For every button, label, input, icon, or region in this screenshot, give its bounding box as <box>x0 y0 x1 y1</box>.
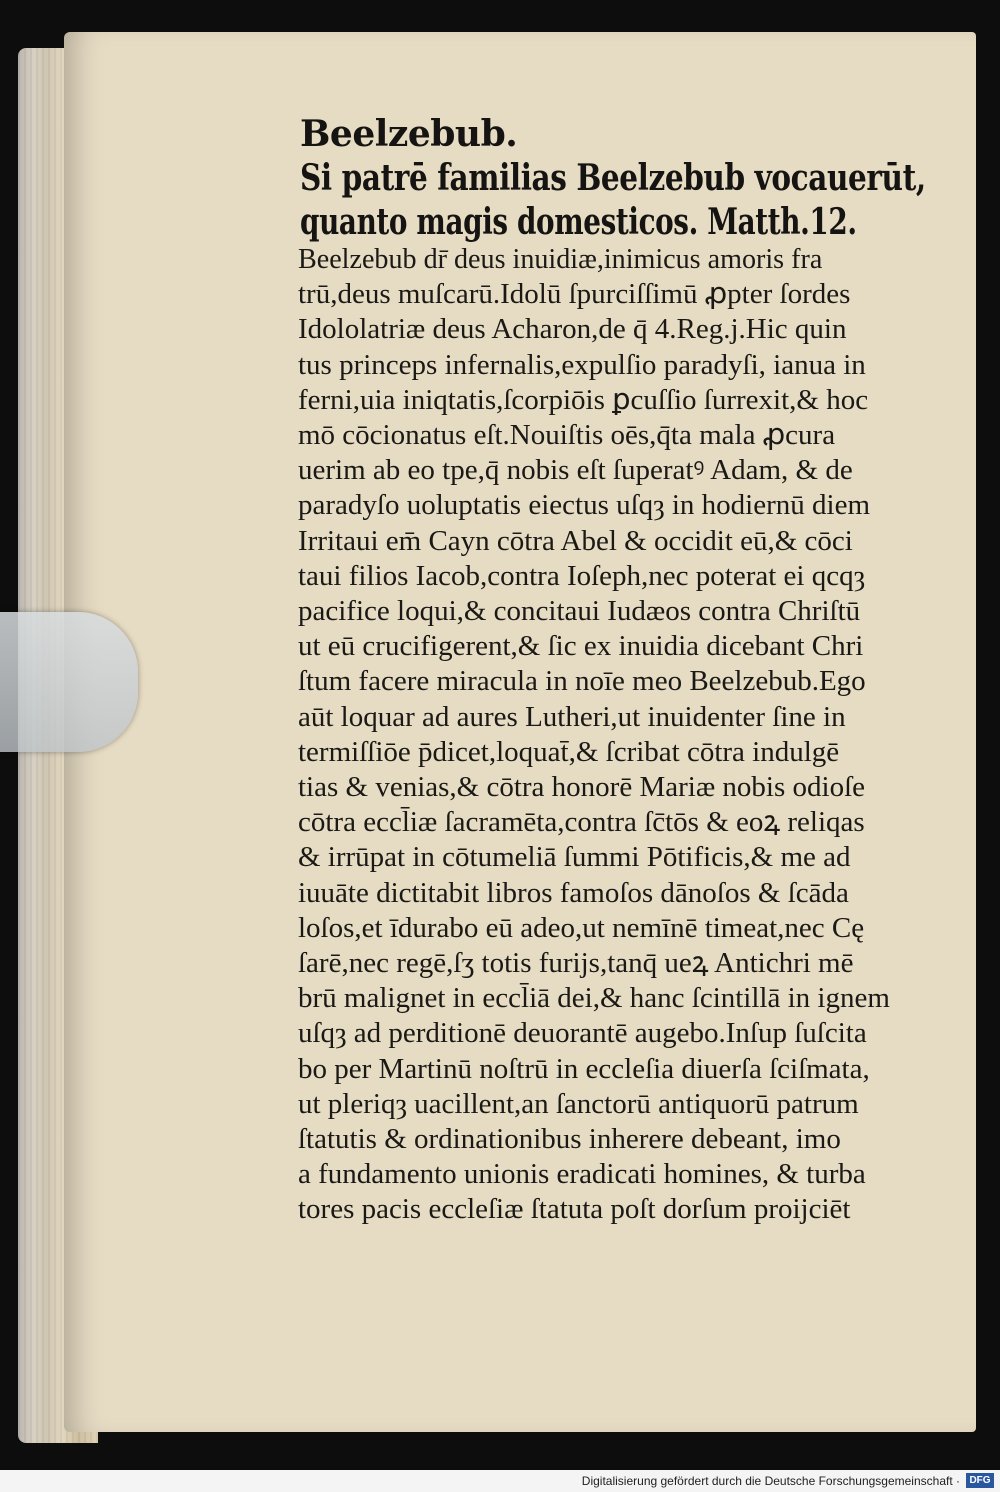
text-line: paradyſo uoluptatis eiectus uſqȝ in hodiernū diem <box>298 489 870 522</box>
text-line: ſarē,nec regē,ſʒ totis furijs,tanq̄ ueꝝ Antichri mē <box>298 947 854 980</box>
text-line: cōtra eccl̄iæ ſacramēta,contra ſc̄tōs & eoꝝ reliqas <box>298 806 865 839</box>
text-line: a fundamento unionis eradicati homines, & turba <box>298 1158 866 1191</box>
footer-credit: Digitalisierung gefördert durch die Deutsche Forschungsgemeinschaft · <box>581 1474 960 1488</box>
text-line: ut eū crucifigerent,& ſic ex inuidia dicebant Chri <box>298 630 864 663</box>
text-line: uerim ab eo tpe,q̄ nobis eſt ſuperatꝰ Adam, & de <box>298 454 853 487</box>
page-clip <box>0 612 138 752</box>
text-line: tus princeps infernalis,expulſio paradyſi, ianua in <box>298 348 866 381</box>
text-line: pacifice loqui,& concitaui Iudæos contra Chriſtū <box>298 595 861 628</box>
text-line: ſtatutis & ordinationibus inherere debeant, imo <box>298 1123 841 1156</box>
text-line: ferni,uia iniqtatis,ſcorpiōis ꝑcuſſio ſurrexit,& hoc <box>298 383 869 416</box>
text-line: taui filios Iacob,contra Ioſeph,nec poterat ei qcqȝ <box>298 559 866 592</box>
heading-line-3: quanto magis domesticos. Matth.12. <box>300 201 857 243</box>
text-line: aūt loquar ad aures Lutheri,ut inuidenter ſine in <box>298 700 846 733</box>
text-line: ut pleriqȝ uacillent,an ſanctorū antiquorū patrum <box>298 1087 859 1120</box>
text-line: uſqȝ ad perditionē deuorantē augebo.Inſup ſuſcita <box>298 1017 867 1050</box>
text-line: Irritaui em̄ Cayn cōtra Abel & occidit eū,& cōci <box>298 524 853 557</box>
text-line: brū malignet in eccl̄iā dei,& hanc ſcintillā in ignem <box>298 982 890 1015</box>
page-heading <box>300 112 1000 244</box>
body-text <box>298 242 938 1228</box>
text-line: tias & venias,& cōtra honorē Mariæ nobis odioſe <box>298 771 866 804</box>
text-line: bo per Martinū noſtrū in eccleſia diuerſa ſciſmata, <box>298 1052 870 1085</box>
text-line: termiſſiōe p̄dicet,loquat̄,& ſcribat cōtra indulgē <box>298 735 840 768</box>
text-line: tores pacis eccleſiæ ſtatuta poſt dorſum proijciēt <box>298 1193 851 1226</box>
text-line: ſtum facere miracula in noīe meo Beelzebub.Ego <box>298 665 866 698</box>
heading-line-2: Si patrē familias Beelzebub vocauerūt, <box>300 157 926 199</box>
dfg-logo: DFG <box>966 1473 994 1488</box>
heading-line-1: Beelzebub. <box>300 113 518 155</box>
text-line: & irrūpat in cōtumeliā ſummi Pōtificis,& me ad <box>298 841 851 874</box>
text-line: trū,deus muſcarū.Idolū ſpurciſſimū ꝓpter ſordes <box>298 278 851 311</box>
text-line: Beelzebub dr̄ deus inuidiæ,inimicus amoris fra <box>298 243 823 275</box>
text-line: Idololatriæ deus Acharon,de q̄ 4.Reg.j.Hic quin <box>298 313 847 346</box>
text-line: loſos,et īdurabo eū adeo,ut nemīnē timeat,nec Cę <box>298 911 865 944</box>
text-line: iuuāte dictitabit libros famoſos dānoſos & ſcāda <box>298 876 849 909</box>
footer-bar <box>0 1470 1000 1492</box>
text-line: mō cōcionatus eſt.Nouiſtis oēs,q̄ta mala ꝓcura <box>298 419 836 452</box>
